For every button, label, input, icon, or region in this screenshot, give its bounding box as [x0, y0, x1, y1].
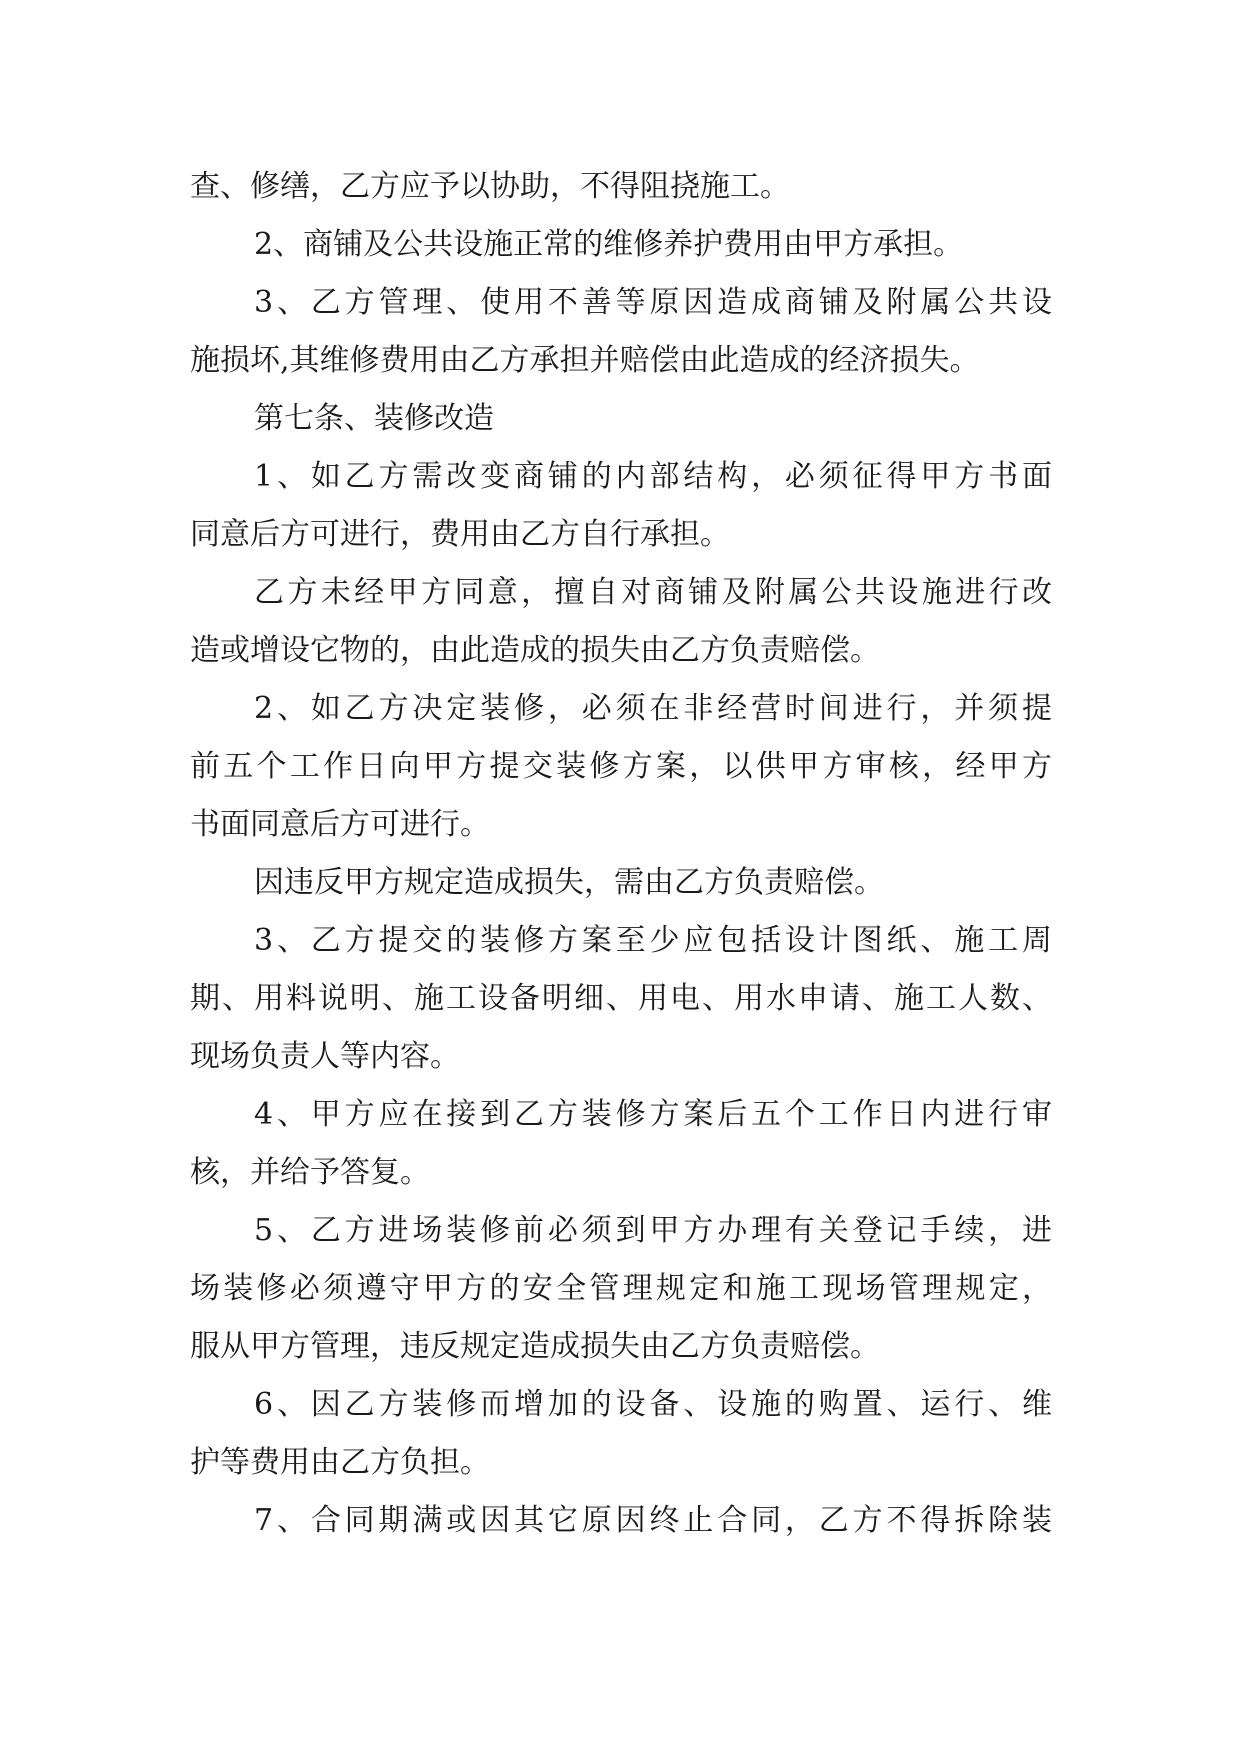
text-line: 乙方未经甲方同意，擅自对商铺及附属公共设施进行改: [254, 575, 1052, 610]
text-line: 查、修缮，乙方应予以协助，不得阻挠施工。: [190, 169, 790, 204]
text-line: 核，并给予答复。: [190, 1155, 430, 1190]
text-line: 同意后方可进行，费用由乙方自行承担。: [190, 517, 730, 552]
text-line: 造或增设它物的，由此造成的损失由乙方负责赔偿。: [190, 633, 880, 668]
text-line: 期、用料说明、施工设备明细、用电、用水申请、施工人数、: [190, 981, 1052, 1016]
text-line: 6、因乙方装修而增加的设备、设施的购置、运行、维: [254, 1387, 1052, 1422]
text-line: 3、乙方提交的装修方案至少应包括设计图纸、施工周: [254, 923, 1052, 958]
text-line: 场装修必须遵守甲方的安全管理规定和施工现场管理规定，: [190, 1271, 1052, 1306]
section-heading: 第七条、装修改造: [254, 401, 494, 436]
text-line: 4、甲方应在接到乙方装修方案后五个工作日内进行审: [254, 1097, 1052, 1132]
text-line: 前五个工作日向甲方提交装修方案，以供甲方审核，经甲方: [190, 749, 1052, 784]
text-line: 护等费用由乙方负担。: [190, 1445, 490, 1480]
text-line: 2、如乙方决定装修，必须在非经营时间进行，并须提: [254, 691, 1052, 726]
text-line: 因违反甲方规定造成损失，需由乙方负责赔偿。: [254, 865, 884, 900]
text-line: 2、商铺及公共设施正常的维修养护费用由甲方承担。: [254, 227, 964, 262]
text-line: 3、乙方管理、使用不善等原因造成商铺及附属公共设: [254, 285, 1052, 320]
text-line: 书面同意后方可进行。: [190, 807, 490, 842]
contract-body-text: [190, 158, 1052, 1550]
text-line: 5、乙方进场装修前必须到甲方办理有关登记手续，进: [254, 1213, 1052, 1248]
text-line: 7、合同期满或因其它原因终止合同，乙方不得拆除装: [254, 1503, 1052, 1538]
text-line: 服从甲方管理，违反规定造成损失由乙方负责赔偿。: [190, 1329, 880, 1364]
text-line: 1、如乙方需改变商铺的内部结构，必须征得甲方书面: [254, 459, 1052, 494]
text-line: 现场负责人等内容。: [190, 1039, 460, 1074]
text-line: 施损坏,其维修费用由乙方承担并赔偿由此造成的经济损失。: [190, 343, 980, 378]
